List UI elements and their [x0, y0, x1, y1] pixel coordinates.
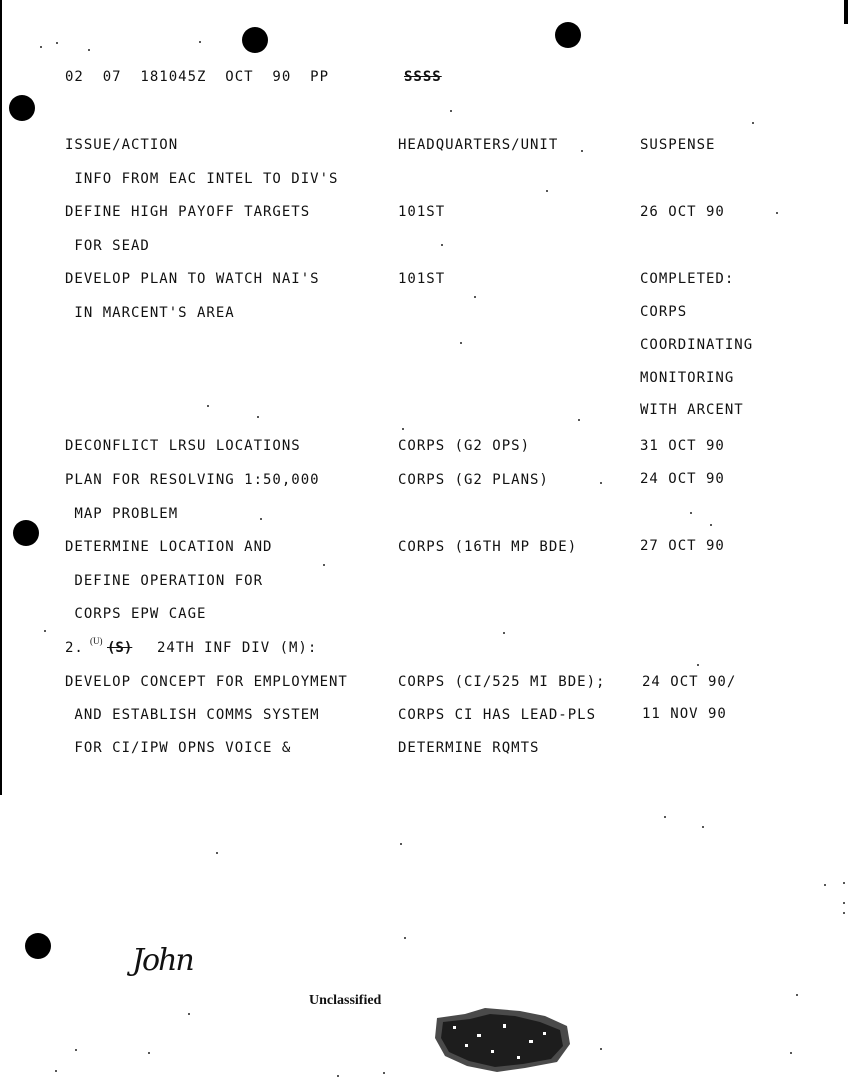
- speck: [40, 46, 42, 48]
- struck-classification-marking: (S): [107, 640, 133, 656]
- speck: [824, 884, 826, 886]
- speck: [702, 826, 704, 828]
- speck: [450, 110, 452, 112]
- row-issue-text: DECONFLICT LRSU LOCATIONS: [65, 438, 301, 454]
- row-issue-text: PLAN FOR RESOLVING 1:50,000: [65, 472, 320, 488]
- speck: [337, 1075, 339, 1077]
- speck: [441, 244, 443, 246]
- section-number: 2.: [65, 640, 84, 656]
- speck: [383, 1072, 385, 1074]
- speck: [404, 937, 406, 939]
- row-suspense-text: COORDINATING: [640, 337, 754, 353]
- classification-marking-u: (U): [90, 636, 103, 646]
- row-suspense-text: COMPLETED:: [640, 271, 735, 287]
- speck: [474, 296, 476, 298]
- column-header-suspense: SUSPENSE: [640, 137, 716, 153]
- speck: [402, 428, 404, 430]
- speck: [56, 42, 58, 44]
- punch-hole: [9, 95, 35, 121]
- message-header: 02 07 181045Z OCT 90 PP: [65, 69, 330, 85]
- row-unit-text: 101ST: [398, 204, 446, 220]
- row-issue-text: IN MARCENT'S AREA: [65, 305, 235, 321]
- handwritten-signature: John: [132, 943, 193, 978]
- speck: [400, 843, 402, 845]
- row-unit-text: CORPS (G2 PLANS): [398, 472, 549, 488]
- speck: [697, 664, 699, 666]
- row-unit-text: CORPS CI HAS LEAD-PLS: [398, 707, 597, 723]
- row-issue-text: INFO FROM EAC INTEL TO DIV'S: [65, 171, 339, 187]
- speck: [75, 1049, 77, 1051]
- row-issue-text: MAP PROBLEM: [65, 506, 179, 522]
- column-header-unit: HEADQUARTERS/UNIT: [398, 137, 559, 153]
- row-suspense-text: WITH ARCENT: [640, 402, 744, 418]
- row-suspense-text: 31 OCT 90: [640, 438, 725, 454]
- speck: [257, 416, 259, 418]
- speck: [690, 512, 692, 514]
- classification-footer: Unclassified: [309, 993, 382, 1008]
- row-issue-text: DEFINE OPERATION FOR: [65, 573, 264, 589]
- speck: [260, 518, 262, 520]
- speck: [207, 405, 209, 407]
- speck: [578, 419, 580, 421]
- speck: [55, 1070, 57, 1072]
- row-unit-text: CORPS (G2 OPS): [398, 438, 531, 454]
- speck: [44, 630, 46, 632]
- speck: [843, 882, 845, 884]
- row-suspense-text: 26 OCT 90: [640, 204, 725, 220]
- speck: [600, 482, 602, 484]
- speck: [776, 212, 778, 214]
- speck: [199, 41, 201, 43]
- speck: [581, 150, 583, 152]
- speck: [843, 912, 845, 914]
- row-issue-text: DEFINE HIGH PAYOFF TARGETS: [65, 204, 311, 220]
- punch-hole: [555, 22, 581, 48]
- struck-classification-mark: SSSS: [404, 69, 442, 85]
- row-issue-text: FOR CI/IPW OPNS VOICE &: [65, 740, 292, 756]
- speck: [752, 122, 754, 124]
- speck: [796, 994, 798, 996]
- speck: [790, 1052, 792, 1054]
- speck: [664, 816, 666, 818]
- row-issue-text: AND ESTABLISH COMMS SYSTEM: [65, 707, 320, 723]
- row-suspense-text: 24 OCT 90/: [642, 674, 737, 690]
- speck: [503, 632, 505, 634]
- punch-hole: [242, 27, 268, 53]
- row-issue-text: DETERMINE LOCATION AND: [65, 539, 273, 555]
- row-issue-text: CORPS EPW CAGE: [65, 606, 207, 622]
- speck: [600, 1048, 602, 1050]
- row-suspense-text: CORPS: [640, 304, 688, 320]
- row-issue-text: DEVELOP CONCEPT FOR EMPLOYMENT: [65, 674, 348, 690]
- row-suspense-text: MONITORING: [640, 370, 735, 386]
- left-edge-line: [0, 0, 2, 795]
- speck: [88, 49, 90, 51]
- punch-hole: [13, 520, 39, 546]
- speck: [710, 524, 712, 526]
- speck: [188, 1013, 190, 1015]
- row-unit-text: DETERMINE RQMTS: [398, 740, 540, 756]
- row-issue-text: DEVELOP PLAN TO WATCH NAI'S: [65, 271, 320, 287]
- row-unit-text: CORPS (CI/525 MI BDE);: [398, 674, 606, 690]
- row-suspense-text: 24 OCT 90: [640, 471, 725, 487]
- row-issue-text: FOR SEAD: [65, 238, 150, 254]
- speck: [546, 190, 548, 192]
- row-unit-text: CORPS (16TH MP BDE): [398, 539, 578, 555]
- scan-smudge: [425, 1004, 585, 1079]
- speck: [148, 1052, 150, 1054]
- speck: [843, 902, 845, 904]
- section-title: 24TH INF DIV (M):: [157, 640, 318, 656]
- column-header-issue: ISSUE/ACTION: [65, 137, 179, 153]
- row-unit-text: 101ST: [398, 271, 446, 287]
- speck: [323, 564, 325, 566]
- speck: [460, 342, 462, 344]
- speck: [216, 852, 218, 854]
- right-edge-line: [844, 0, 848, 24]
- row-suspense-text: 11 NOV 90: [642, 706, 727, 722]
- row-suspense-text: 27 OCT 90: [640, 538, 725, 554]
- punch-hole: [25, 933, 51, 959]
